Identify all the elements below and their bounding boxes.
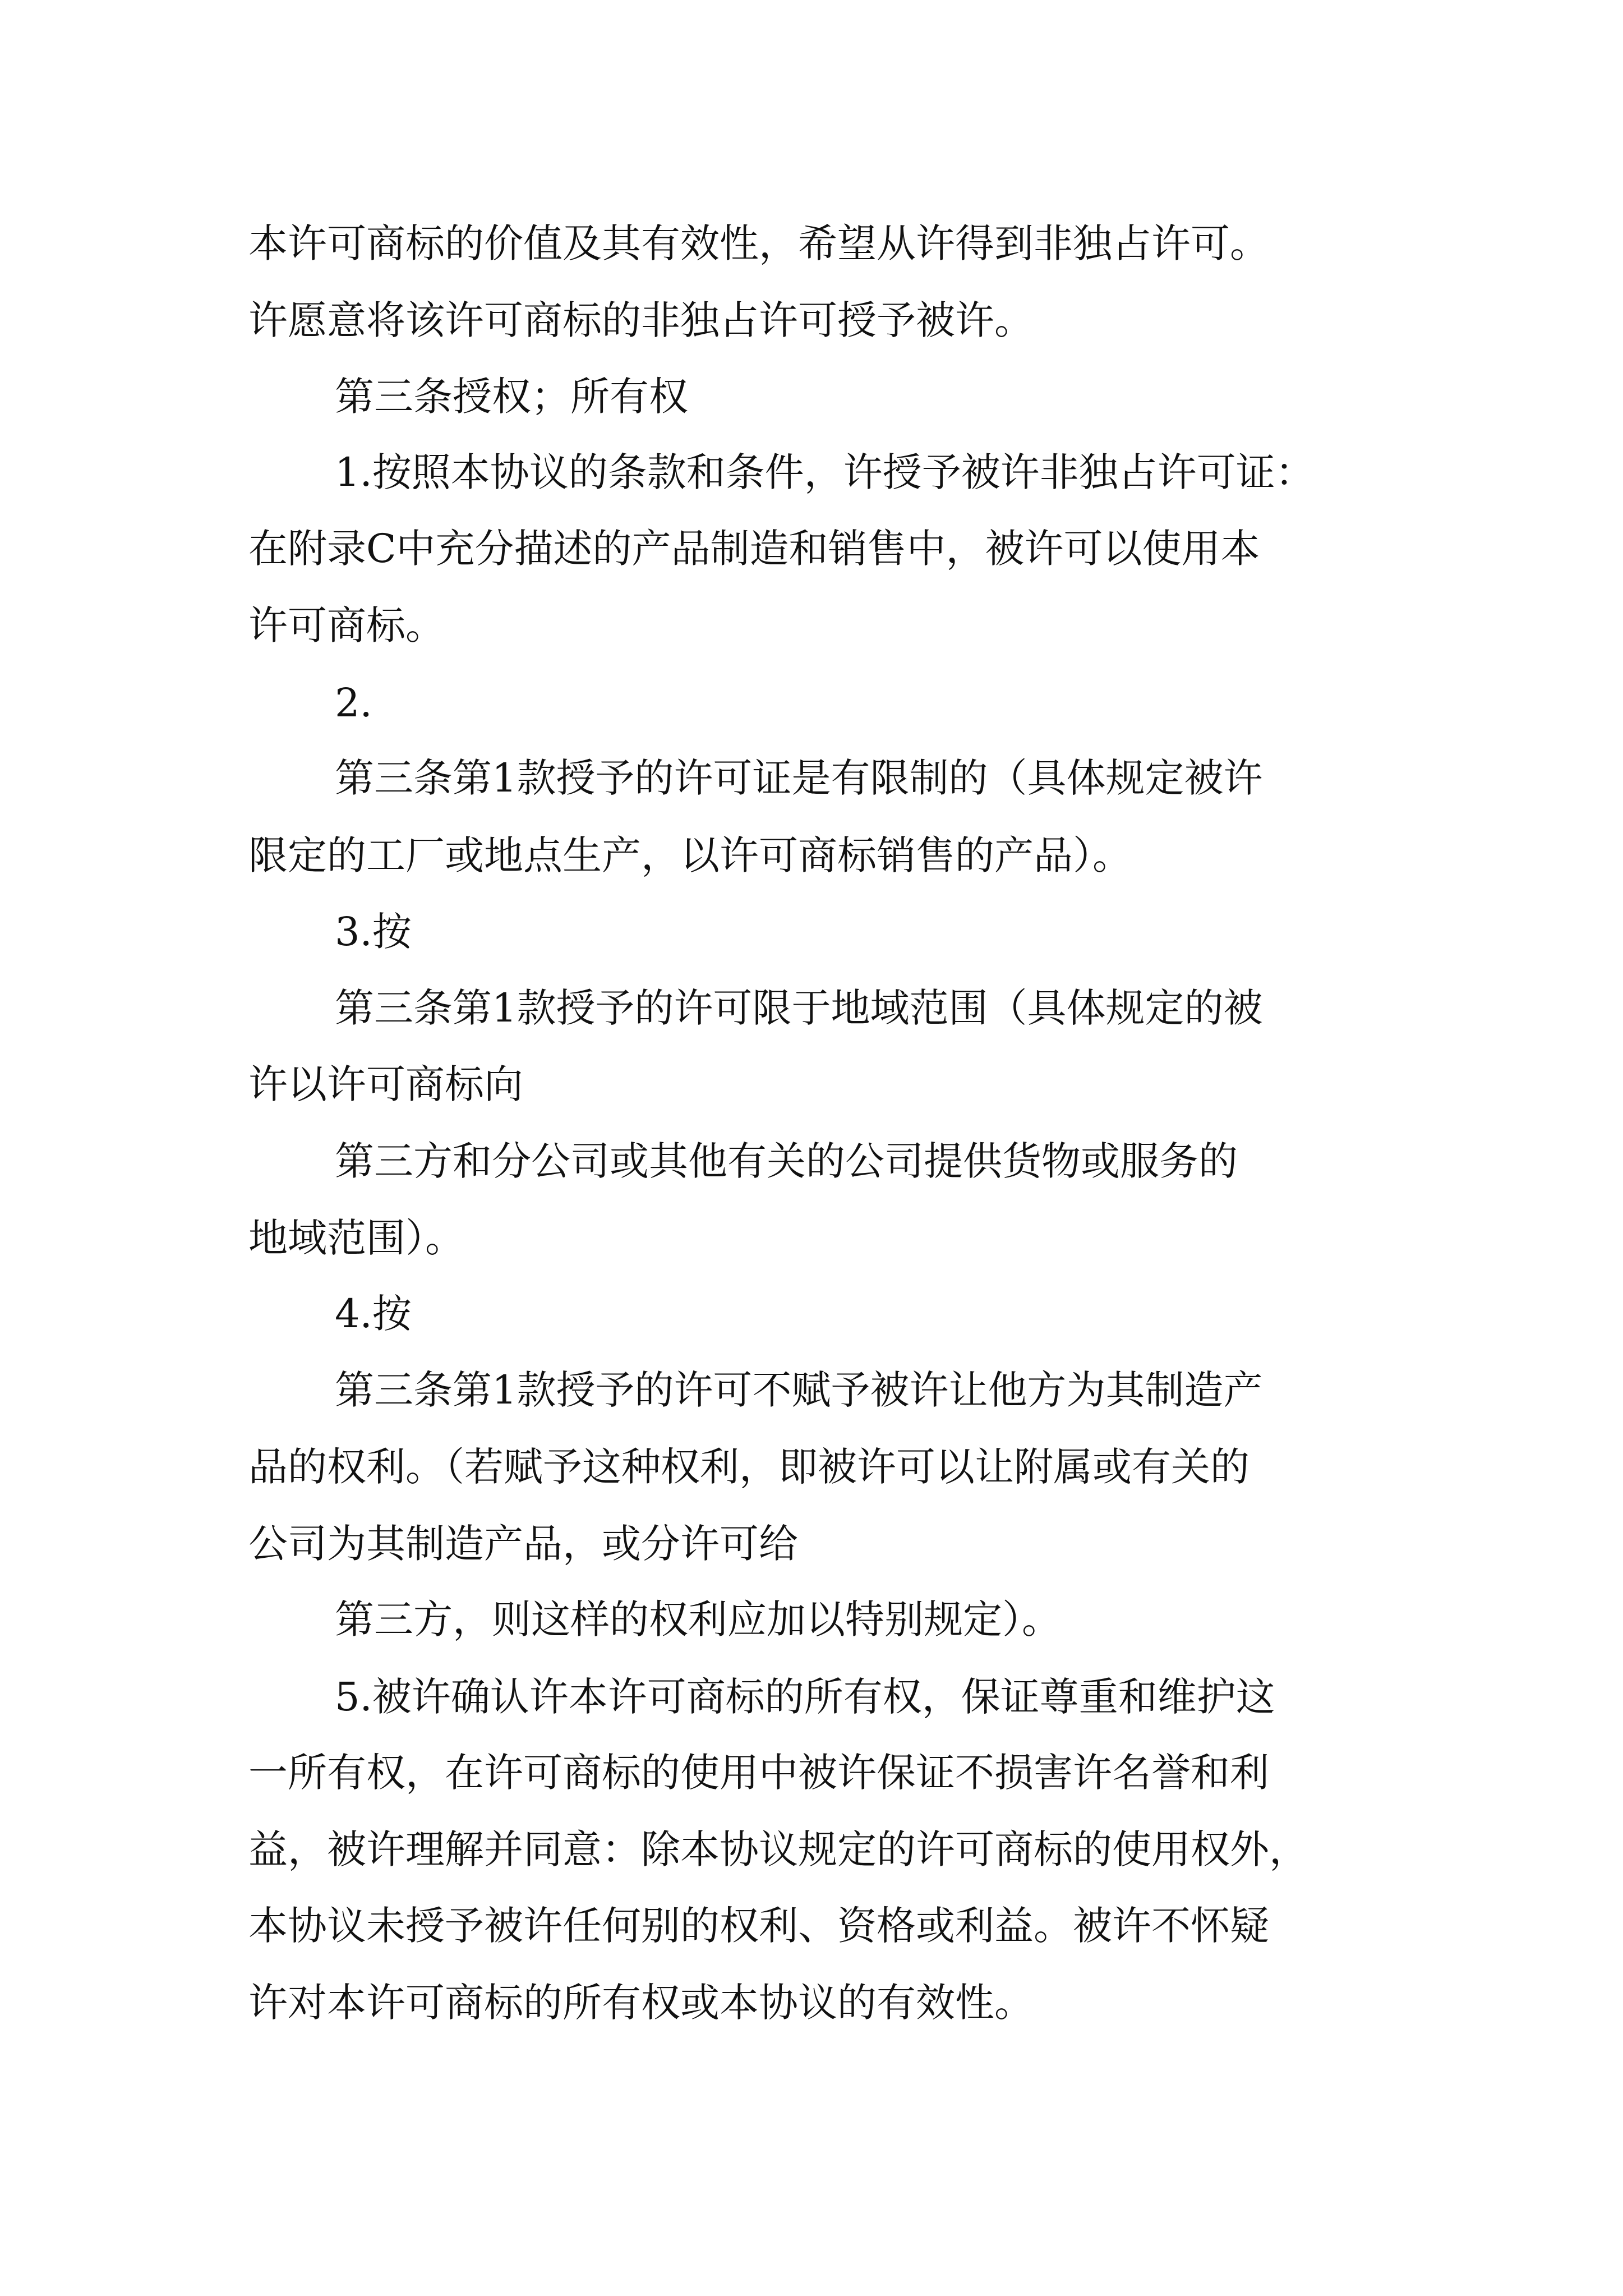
text-line: 限定的工厂或地点生产，以许可商标销售的产品）。	[248, 832, 1132, 878]
text-line: 3.按	[335, 909, 412, 955]
text-line: 2.	[335, 680, 372, 726]
text-line: 地域范围）。	[248, 1215, 464, 1261]
text-line: 5.被许确认许本许可商标的所有权，保证尊重和维护这	[335, 1674, 1275, 1720]
text-line: 在附录C中充分描述的产品制造和销售中，被许可以使用本	[248, 526, 1260, 572]
text-line: 本协议未授予被许任何别的权利、资格或利益。被许不怀疑	[248, 1903, 1269, 1949]
text-line: 许愿意将该许可商标的非独占许可授予被许。	[248, 297, 1034, 343]
text-line: 许以许可商标向	[248, 1061, 523, 1107]
text-line: 公司为其制造产品，或分许可给	[248, 1521, 798, 1567]
text-line: 第三条第1款授予的许可限于地域范围（具体规定的被	[335, 985, 1263, 1031]
text-line: 4.按	[335, 1291, 412, 1337]
text-line: 益，被许理解并同意：除本协议规定的许可商标的使用权外，	[248, 1826, 1308, 1872]
text-line: 一所有权，在许可商标的使用中被许保证不损害许名誉和利	[248, 1750, 1269, 1796]
text-line: 许对本许可商标的所有权或本协议的有效性。	[248, 1980, 1034, 2026]
text-line: 第三条第1款授予的许可不赋予被许让他方为其制造产	[335, 1367, 1263, 1413]
section-heading: 第三条授权；所有权	[335, 374, 688, 420]
text-line: 第三方，则这样的权利应加以特别规定）。	[335, 1596, 1061, 1642]
text-line: 本许可商标的价值及其有效性，希望从许得到非独占许可。	[248, 220, 1269, 266]
text-line: 许可商标。	[248, 602, 445, 648]
text-line: 1.按照本协议的条款和条件，许授予被许非独占许可证：	[335, 449, 1315, 495]
text-line: 第三方和分公司或其他有关的公司提供货物或服务的	[335, 1138, 1238, 1184]
text-line: 第三条第1款授予的许可证是有限制的（具体规定被许	[335, 755, 1263, 801]
text-line: 品的权利。（若赋予这种权利，即被许可以让附属或有关的	[248, 1444, 1249, 1490]
